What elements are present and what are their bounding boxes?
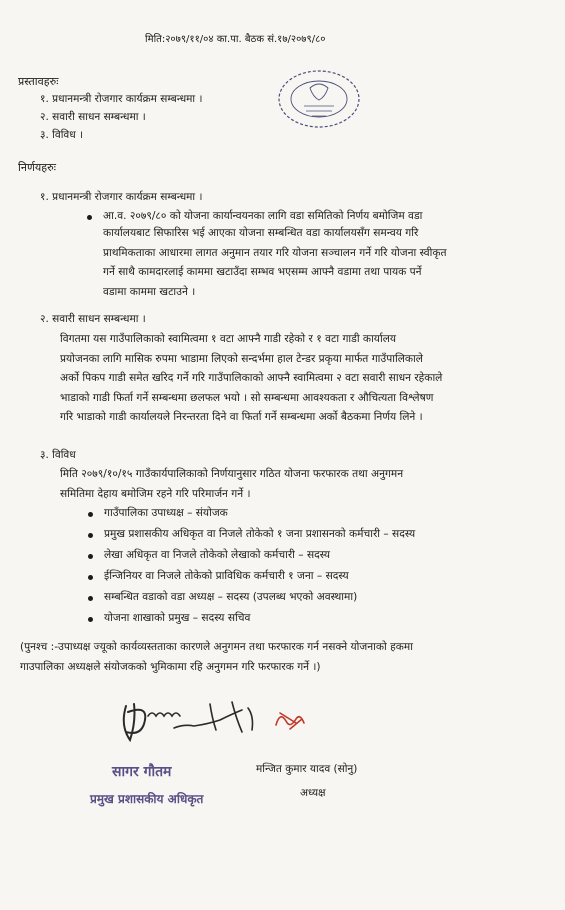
- cao-stamp-name: सागर गौतम: [112, 764, 172, 780]
- decision-1-line: कार्यालयबाट सिफारिस भई आएका योजना सम्बन्धित वडा कार्यालयसँग समन्वय गरि: [103, 227, 419, 239]
- decision-1-line: वडामा काममा खटाउने ।: [103, 285, 196, 298]
- decision-1-title: १. प्रधानमन्त्री रोजगार कार्यक्रम सम्बन्धमा ।: [40, 191, 203, 203]
- decision-3-title: ३. विविध: [40, 449, 76, 461]
- proposal-item: १. प्रधानमन्त्री रोजगार कार्यक्रम सम्बन्धमा ।: [40, 93, 203, 105]
- committee-member: सम्बन्धित वडाको वडा अध्यक्ष – सदस्य (उपलब्ध भएको अवस्थामा): [104, 591, 358, 603]
- decision-1-line: गर्ने साथै कामदारलाई काममा खटाउँदा सम्भव भएसम्म आफ्नै वडामा तथा पायक पर्ने: [103, 266, 422, 278]
- decision-2-line: विगतमा यस गाउँपालिकाको स्वामित्वमा १ वटा आफ्नै गाडी रहेको र १ वटा गाडी कार्यालय: [60, 333, 397, 345]
- note-line: (पुनश्च :-उपाध्यक्ष ज्यूको कार्यव्यस्तताका कारणले अनुगमन तथा फरफारक गर्न नसक्ने योजनाको हकमा: [20, 641, 413, 653]
- note-line: गाउपालिका अध्यक्षले संयोजकको भुमिकामा रहि अनुगमन गरि फरफारक गर्ने ।): [20, 660, 321, 673]
- decision-1-line: प्राथमिकताका आधारमा लागत अनुमान तयार गरि योजना सञ्चालन गर्ने गरि योजना स्वीकृत: [103, 246, 447, 259]
- decision-2-line: गरि भाडाको गाडी कार्यालयले निरन्तरता दिने वा फिर्ता गर्ने सम्बन्धमा अर्को बैठकमा निर्णय लिने ।: [60, 411, 423, 423]
- decisions-heading: निर्णयहरुः: [18, 161, 56, 174]
- proposal-item: ३. विविध ।: [40, 129, 84, 141]
- cao-stamp-title: प्रमुख प्रशासकीय अधिकृत: [90, 792, 204, 806]
- decision-2-title: २. सवारी साधन सम्बन्धमा ।: [40, 313, 146, 325]
- chair-title: अध्यक्ष: [300, 787, 326, 799]
- chair-signature-icon: [270, 705, 310, 735]
- committee-member: लेखा अधिकृत वा निजले तोकेको लेखाको कर्मचारी – सदस्य: [104, 549, 330, 561]
- decision-3-line: समितिमा देहाय बमोजिम रहने गरि परिमार्जन गर्ने ।: [60, 487, 251, 500]
- office-seal-icon: [276, 68, 362, 130]
- decision-3-line: मिति २०७९/१०/१५ गाउँकार्यपालिकाको निर्णयानुसार गठित योजना फरफारक तथा अनुगमन: [60, 468, 404, 480]
- meeting-header: मिति:२०७९/११/०४ का.पा. बैठक सं.१७/२०७९/८०: [145, 34, 326, 45]
- chair-name: मन्जित कुमार यादव (सोनु): [256, 763, 358, 775]
- decision-3-body: [60, 465, 403, 504]
- decision-2-line: अर्को पिकप गाडी समेत खरिद गर्ने गरि गाउँपालिकाको आफ्नै स्वामित्वमा २ वटा सवारी साधन रहेकाले: [60, 372, 443, 384]
- proposal-item: २. सवारी साधन सम्बन्धमा ।: [40, 111, 146, 123]
- committee-member: प्रमुख प्रशासकीय अधिकृत वा निजले तोकेको १ जना प्रशासनको कर्मचारी – सदस्य: [104, 528, 416, 540]
- proposals-heading: प्रस्तावहरुः: [18, 75, 59, 88]
- postscript-note: [20, 638, 413, 677]
- cao-signature-icon: [112, 698, 282, 748]
- committee-member: ईन्जिनियर वा निजले तोकेको प्राविधिक कर्मचारी १ जना – सदस्य: [104, 570, 349, 582]
- committee-member: योजना शाखाको प्रमुख – सदस्य सचिव: [104, 612, 251, 624]
- decision-2-line: भाडाको गाडी फिर्ता गर्ने सम्बन्धमा छलफल भयो । सो सम्बन्धमा आवश्यकता र औचित्यता विश्लेषण: [60, 391, 434, 404]
- committee-member: गाउँपालिका उपाध्यक्ष – संयोजक: [104, 507, 228, 519]
- decision-1-body: [103, 209, 447, 302]
- decision-1-line: आ.व. २०७९/८० को योजना कार्यान्वयनका लागि वडा समितिको निर्णय बमोजिम वडा: [103, 209, 447, 224]
- decision-2-line: प्रयोजनका लागि मासिक रुपमा भाडामा लिएको सन्दर्भमा हाल टेन्डर प्रकृया मार्फत गाउँपालिकाले: [60, 352, 423, 365]
- decision-2-body: [60, 330, 442, 428]
